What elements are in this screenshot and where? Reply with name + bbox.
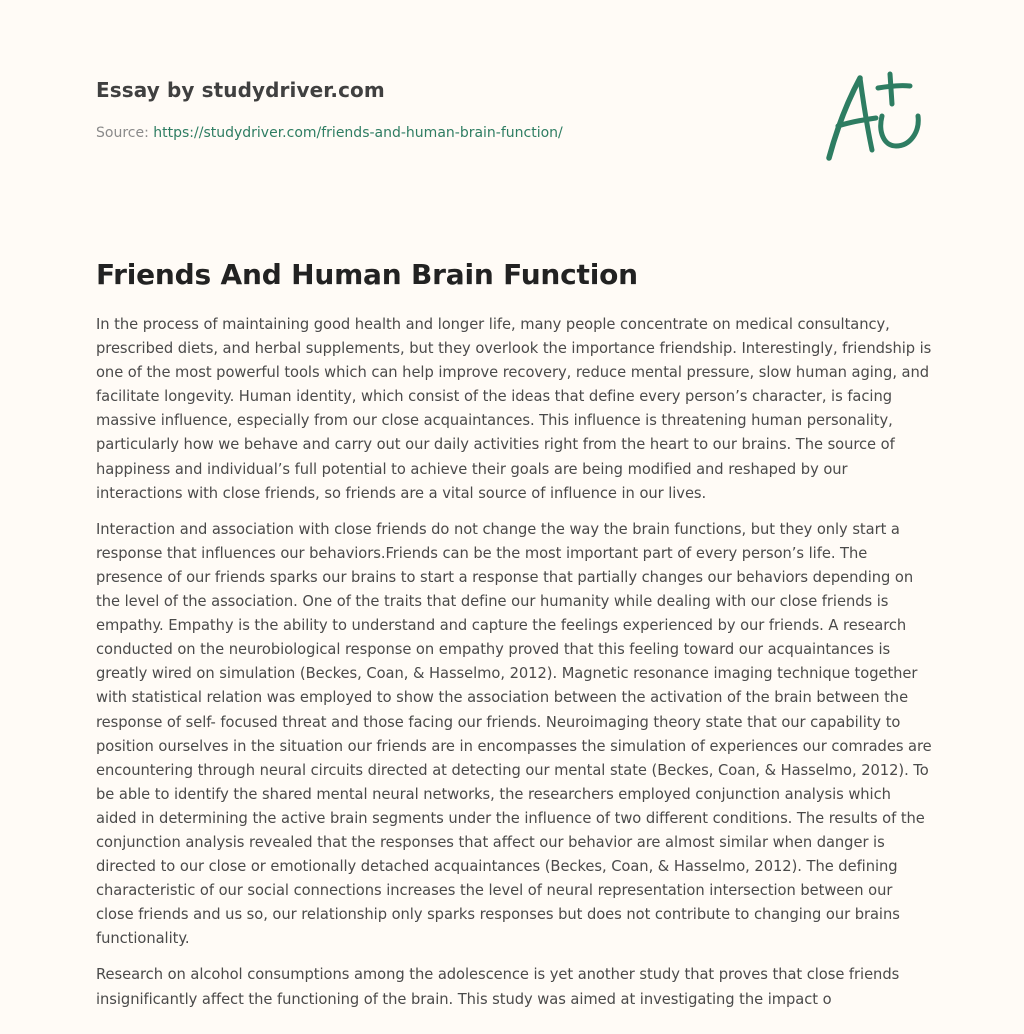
brand-title: Essay by studydriver.com [96,78,385,102]
paragraph: Interaction and association with close friends do not change the way the brain functions, but they only start a response that influences our behaviors.Friends can be the most important part of every person’s life. The presence of our friends sparks our brains to start a response that partially changes our behaviors depending on the level of the association. One of the traits that define our humanity while dealing with our close friends is empathy. Empathy is the ability to understand and capture the feelings experienced by our friends. A research conducted on the neurobiological response on empathy proved that this feeling toward our acquaintances is greatly wired on simulation (Beckes, Coan, & Hasselmo, 2012). Magnetic resonance imaging technique together with statistical relation was employed to show the association between the activation of the brain between the response of self- focused threat and those facing our friends. Neuroimaging theory state that our capability to position ourselves in the situation our friends are in encompasses the simulation of experiences our comrades are encountering through neural circuits directed at detecting our mental state (Beckes, Coan, & Hasselmo, 2012). To be able to identify the shared mental neural networks, the researchers employed conjunction analysis which aided in determining the active brain segments under the influence of two different conditions. The results of the conjunction analysis revealed that the responses that affect our behavior are almost similar when danger is directed to our close or emotionally detached acquaintances (Beckes, Coan, & Hasselmo, 2012). The defining characteristic of our social connections increases the level of neural representation intersection between our close friends and us so, our relationship only sparks responses but does not contribute to changing our brains functionality. [96,520,932,948]
source-label: Source: [96,125,154,141]
article-body [96,313,932,1024]
paragraph: Research on alcohol consumptions among the adolescence is yet another study that proves that close friends insignificantly affect the functioning of the brain. This study was aimed at investigating the impact o [96,966,900,1008]
page-title: Friends And Human Brain Function [96,258,638,291]
a-plus-logo-icon [820,66,930,166]
source-link[interactable]: https://studydriver.com/friends-and-human-brain-function/ [153,125,563,141]
document-header [96,76,796,143]
source-line [96,123,796,143]
paragraph: In the process of maintaining good health and longer life, many people concentrate on medical consultancy, prescribed diets, and herbal supplements, but they overlook the importance friendship. Interestingly, friendship is one of the most powerful tools which can help improve recovery, reduce mental pressure, slow human aging, and facilitate longevity. Human identity, which consist of the ideas that define every person’s character, is facing massive influence, especially from our close acquaintances. This influence is threatening human personality, particularly how we behave and carry out our daily activities right from the heart to our brains. The source of happiness and individual’s full potential to achieve their goals are being modified and reshaped by our interactions with close friends, so friends are a vital source of influence in our lives. [96,316,932,502]
